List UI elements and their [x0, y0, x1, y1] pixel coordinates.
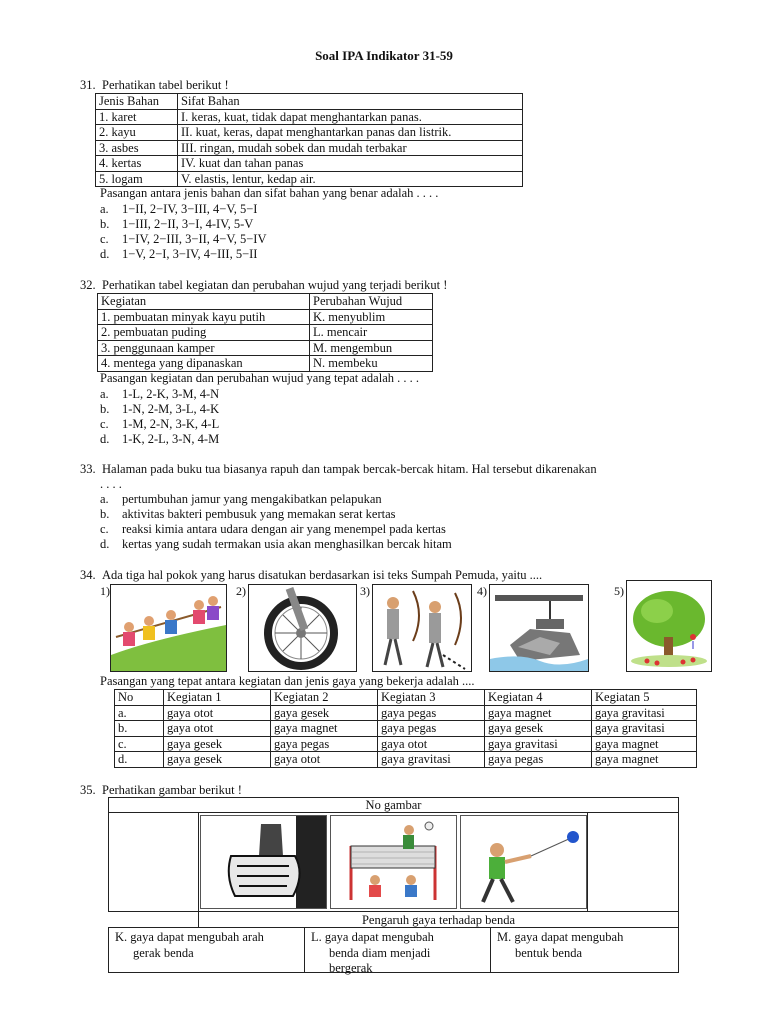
- table-cell: gaya gravitasi: [592, 721, 697, 737]
- table-cell: III. ringan, mudah sobek dan mudah terbakar: [178, 140, 523, 156]
- table-cell: 5. logam: [96, 171, 178, 187]
- effect-title: Pengaruh gaya terhadap benda: [198, 911, 679, 928]
- volleyball-picture: [330, 815, 457, 909]
- table-cell: 1. karet: [96, 109, 178, 125]
- effect-text: K. gaya dapat mengubah arah: [115, 930, 264, 944]
- table-cell: 2. pembuatan puding: [98, 325, 310, 341]
- table-cell: gaya magnet: [271, 721, 378, 737]
- question-stem: Pasangan yang tepat antara kegiatan dan jenis gaya yang bekerja adalah ....: [100, 674, 475, 688]
- table-title: No gambar: [108, 797, 679, 813]
- question-number: 31.: [80, 78, 96, 92]
- table-cell: 4. kertas: [96, 156, 178, 172]
- table-row: [98, 325, 433, 341]
- table-cell: I. keras, kuat, tidak dapat menghantarkan panas.: [178, 109, 523, 125]
- question-text: Perhatikan tabel berikut !: [102, 78, 229, 92]
- hand-squeezing-picture: [200, 815, 327, 909]
- option-a[interactable]: a. 1−II, 2−IV, 3−III, 4−V, 5−I: [100, 202, 258, 216]
- table-cell: gaya otot: [164, 721, 271, 737]
- table-cell: gaya magnet: [485, 705, 592, 721]
- table-row: [96, 140, 523, 156]
- tug-of-war-picture: [110, 584, 227, 672]
- table-header-row: [115, 690, 697, 706]
- table-cell: II. kuat, keras, dapat menghantarkan panas dan listrik.: [178, 125, 523, 141]
- table-cell: b.: [115, 721, 164, 737]
- table-header-cell: Kegiatan 2: [271, 690, 378, 706]
- table-cell: gaya magnet: [592, 736, 697, 752]
- table-header-row: [96, 94, 523, 110]
- scrap-magnet-crane-picture: [489, 584, 589, 672]
- table-cell: gaya gesek: [164, 736, 271, 752]
- option-c[interactable]: c. 1−IV, 2−III, 3−II, 4−V, 5−IV: [100, 232, 267, 246]
- table-cell: gaya pegas: [378, 721, 485, 737]
- table-row: [98, 356, 433, 372]
- effect-text: bergerak: [329, 961, 373, 975]
- table-cell: gaya pegas: [271, 736, 378, 752]
- table-cell: N. membeku: [310, 356, 433, 372]
- table-header-cell: Kegiatan 3: [378, 690, 485, 706]
- effect-m: [490, 927, 679, 973]
- question-text-continued: . . . .: [100, 477, 122, 491]
- table-header-cell: Kegiatan 4: [485, 690, 592, 706]
- picture-number: 5): [614, 584, 624, 598]
- table-header-cell: Kegiatan: [98, 294, 310, 310]
- table-cell: gaya otot: [164, 705, 271, 721]
- table-header-cell: Perubahan Wujud: [310, 294, 433, 310]
- table-header-cell: No: [115, 690, 164, 706]
- effect-text: bentuk benda: [515, 945, 582, 960]
- option-a[interactable]: a. pertumbuhan jamur yang mengakibatkan pelapukan: [100, 492, 382, 506]
- option-b[interactable]: b. 1−III, 2−II, 3−I, 4-IV, 5-V: [100, 217, 254, 231]
- table-cell: gaya otot: [271, 752, 378, 768]
- table-cell: a.: [115, 705, 164, 721]
- question-33: [80, 462, 597, 478]
- option-d[interactable]: d. kertas yang sudah termakan usia akan menghasilkan bercak hitam: [100, 537, 452, 551]
- table-cell: 4. mentega yang dipanaskan: [98, 356, 310, 372]
- table-cell: K. menyublim: [310, 309, 433, 325]
- table-cell: gaya gesek: [164, 752, 271, 768]
- effect-text: L. gaya dapat mengubah: [311, 930, 434, 944]
- question-number: 34.: [80, 568, 96, 582]
- table-row: [115, 736, 697, 752]
- effect-l: [304, 927, 491, 973]
- picture-number: 1): [100, 584, 110, 598]
- apple-tree-picture: [626, 580, 712, 672]
- picture-number: 3): [360, 584, 370, 598]
- table-header-cell: Sifat Bahan: [178, 94, 523, 110]
- table-header-cell: Kegiatan 1: [164, 690, 271, 706]
- question-32: [80, 278, 447, 294]
- table-row: [96, 171, 523, 187]
- table-cell: gaya gravitasi: [592, 705, 697, 721]
- option-b[interactable]: b. 1-N, 2-M, 3-L, 4-K: [100, 402, 220, 416]
- table-header-cell: Jenis Bahan: [96, 94, 178, 110]
- question-number: 35.: [80, 783, 96, 797]
- bicycle-wheel-picture: [248, 584, 357, 672]
- table-cell: 3. penggunaan kamper: [98, 340, 310, 356]
- table-cell: gaya gravitasi: [485, 736, 592, 752]
- table-cell: 3. asbes: [96, 140, 178, 156]
- table-cell: V. elastis, lentur, kedap air.: [178, 171, 523, 187]
- table-cell: 1. pembuatan minyak kayu putih: [98, 309, 310, 325]
- option-d[interactable]: d. 1-K, 2-L, 3-N, 4-M: [100, 432, 220, 446]
- table-cell: gaya magnet: [592, 752, 697, 768]
- table-cell: 2. kayu: [96, 125, 178, 141]
- question-number: 32.: [80, 278, 96, 292]
- question-stem: Pasangan antara jenis bahan dan sifat bahan yang benar adalah . . . .: [100, 186, 439, 200]
- table-cell: d.: [115, 752, 164, 768]
- table-cell: IV. kuat dan tahan panas: [178, 156, 523, 172]
- question-stem: Pasangan kegiatan dan perubahan wujud yang tepat adalah . . . .: [100, 371, 419, 385]
- table-header-row: [98, 294, 433, 310]
- effect-text: M. gaya dapat mengubah: [497, 930, 624, 944]
- material-table: [95, 93, 523, 187]
- table-cell: gaya otot: [378, 736, 485, 752]
- table-cell: gaya pegas: [485, 752, 592, 768]
- table-cell: M. mengembun: [310, 340, 433, 356]
- table-header-cell: Kegiatan 5: [592, 690, 697, 706]
- effect-text: gerak benda: [133, 945, 194, 960]
- table-row: [115, 721, 697, 737]
- table-row: [96, 125, 523, 141]
- picture-number: 2): [236, 584, 246, 598]
- question-34: [80, 568, 542, 584]
- table-row: [98, 340, 433, 356]
- table-row: [96, 109, 523, 125]
- table-cell: gaya gesek: [485, 721, 592, 737]
- page-title: Soal IPA Indikator 31-59: [315, 48, 453, 63]
- question-text: Ada tiga hal pokok yang harus disatukan berdasarkan isi teks Sumpah Pemuda, yaitu ....: [102, 568, 543, 582]
- question-31: [80, 78, 229, 94]
- option-d[interactable]: d. 1−V, 2−I, 3−IV, 4−III, 5−II: [100, 247, 258, 261]
- table-row: [98, 309, 433, 325]
- question-text: Perhatikan gambar berikut !: [102, 783, 242, 797]
- activity-table: [97, 293, 433, 372]
- effect-k: [108, 927, 305, 973]
- table-row: [115, 705, 697, 721]
- question-number: 33.: [80, 462, 96, 476]
- effect-text: benda diam menjadi: [329, 945, 431, 960]
- table-row: [96, 156, 523, 172]
- hammer-throw-picture: [460, 815, 587, 909]
- table-cell: gaya gesek: [271, 705, 378, 721]
- force-table: [114, 689, 697, 768]
- option-b[interactable]: b. aktivitas bakteri pembusuk yang memakan serat kertas: [100, 507, 396, 521]
- question-text: Halaman pada buku tua biasanya rapuh dan tampak bercak-bercak hitam. Hal tersebut dikarenakan: [102, 462, 597, 476]
- table-cell: gaya gravitasi: [378, 752, 485, 768]
- archery-picture: [372, 584, 472, 672]
- picture-number: 4): [477, 584, 487, 598]
- table-cell: c.: [115, 736, 164, 752]
- option-c[interactable]: c. reaksi kimia antara udara dengan air yang menempel pada kertas: [100, 522, 446, 536]
- question-text: Perhatikan tabel kegiatan dan perubahan wujud yang terjadi berikut !: [102, 278, 448, 292]
- table-row: [115, 752, 697, 768]
- option-a[interactable]: a. 1-L, 2-K, 3-M, 4-N: [100, 387, 220, 401]
- table-cell: gaya pegas: [378, 705, 485, 721]
- option-c[interactable]: c. 1-M, 2-N, 3-K, 4-L: [100, 417, 220, 431]
- table-cell: L. mencair: [310, 325, 433, 341]
